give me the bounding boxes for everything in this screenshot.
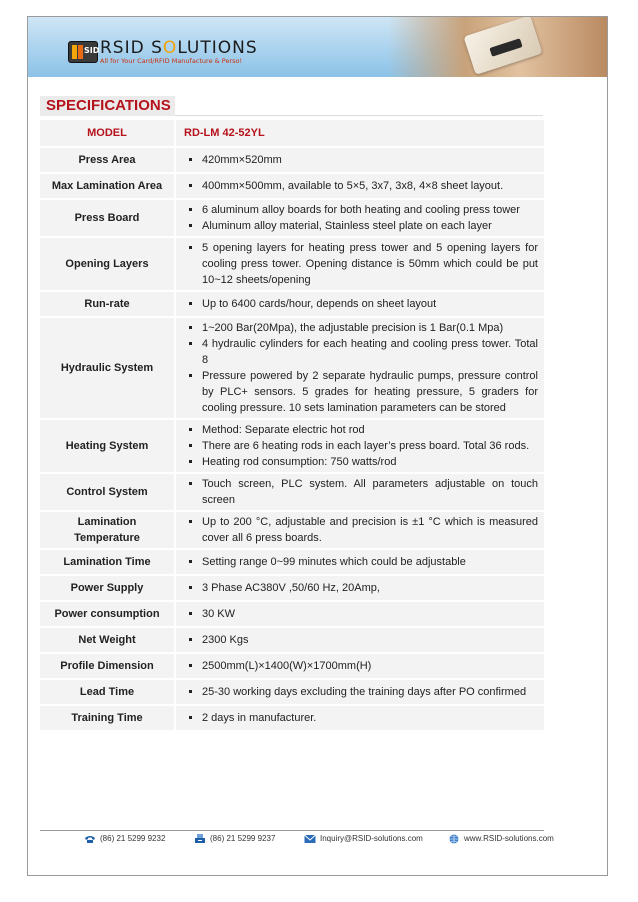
- row-value: [176, 474, 544, 510]
- row-label: Press Area: [40, 148, 176, 172]
- row-value: [176, 706, 544, 730]
- table-row: [40, 512, 544, 548]
- table-row: [40, 474, 544, 510]
- table-row: [40, 200, 544, 236]
- bullet-item: ▪ Touch screen, PLC system. All parameters adjustable on touch screen: [202, 476, 538, 508]
- table-row: [40, 148, 544, 172]
- bullet-item: ▪ 2300 Kgs: [202, 632, 538, 648]
- footer-email[interactable]: [304, 833, 423, 845]
- row-value: [176, 550, 544, 574]
- phone-icon: [84, 834, 96, 844]
- row-value: [176, 200, 544, 236]
- row-value: [176, 292, 544, 316]
- bullet-item: ▪ 2500mm(L)×1400(W)×1700mm(H): [202, 658, 538, 674]
- bullet-item: ▪ 420mm×520mm: [202, 152, 538, 168]
- row-label: Hydraulic System: [40, 318, 176, 418]
- title-rule: [175, 115, 543, 116]
- table-row: [40, 654, 544, 678]
- bullet-list: [182, 178, 538, 194]
- row-label: Lead Time: [40, 680, 176, 704]
- bullet-list: [182, 606, 538, 622]
- footer-phone: [84, 833, 165, 845]
- bullet-item: ▪ 1~200 Bar(20Mpa), the adjustable precision is 1 Bar(0.1 Mpa): [202, 320, 538, 336]
- row-value: [176, 238, 544, 290]
- fax-icon: [194, 834, 206, 844]
- bullet-item: ▪ There are 6 heating rods in each layer’s press board. Total 36 rods.: [202, 438, 538, 454]
- footer-fax-text: (86) 21 5299 9237: [210, 834, 276, 843]
- bullet-list: [182, 554, 538, 570]
- table-row: [40, 238, 544, 290]
- bullet-item: ▪ Heating rod consumption: 750 watts/rod: [202, 454, 538, 470]
- row-label: Training Time: [40, 706, 176, 730]
- brand-o: O: [162, 38, 178, 58]
- bullet-item: ▪ Setting range 0~99 minutes which could be adjustable: [202, 554, 538, 570]
- row-value: [176, 174, 544, 198]
- table-row: [40, 420, 544, 472]
- bullet-item: ▪ 25-30 working days excluding the training days after PO confirmed: [202, 684, 538, 700]
- bullet-list: [182, 710, 538, 726]
- brand-rest: LUTIONS: [177, 38, 258, 58]
- row-value: [176, 148, 544, 172]
- footer-rule: [40, 830, 544, 831]
- bullet-item: ▪ 5 opening layers for heating press tower and 5 opening layers for cooling press tower. Opening distance is 50mm which could be put 10~12 sheets/opening: [202, 240, 538, 288]
- bullet-item: ▪ 4 hydraulic cylinders for each heating and cooling press tower. Total 8: [202, 336, 538, 368]
- row-value: [176, 680, 544, 704]
- row-label: Net Weight: [40, 628, 176, 652]
- row-value: [176, 420, 544, 472]
- bullet-list: [182, 580, 538, 596]
- table-row: [40, 628, 544, 652]
- model-value: RD-LM 42-52YL: [176, 120, 544, 146]
- bullet-item: ▪ Method: Separate electric hot rod: [202, 422, 538, 438]
- row-value: [176, 602, 544, 626]
- footer: [40, 832, 554, 846]
- brand-s: S: [151, 38, 163, 58]
- row-label: Press Board: [40, 200, 176, 236]
- bullet-item: ▪ 3 Phase AC380V ,50/60 Hz, 20Amp,: [202, 580, 538, 596]
- row-value: [176, 318, 544, 418]
- bullet-list: [182, 422, 538, 470]
- table-row: [40, 174, 544, 198]
- row-label: Control System: [40, 474, 176, 510]
- model-label: MODEL: [40, 120, 176, 146]
- bullet-item: ▪ Up to 6400 cards/hour, depends on sheet layout: [202, 296, 538, 312]
- row-label: Lamination Temperature: [40, 512, 176, 548]
- bullet-item: ▪ 6 aluminum alloy boards for both heating and cooling press tower: [202, 202, 538, 218]
- bullet-list: [182, 632, 538, 648]
- bullet-item: ▪ Pressure powered by 2 separate hydraulic pumps, pressure control by PLC+ sensors. 5 grades for heating pressure, 5 graders for cooling pressure. 10 sets lamination parameters can be stored: [202, 368, 538, 416]
- row-label: Opening Layers: [40, 238, 176, 290]
- email-icon: [304, 834, 316, 844]
- company-logo-icon: [68, 41, 98, 63]
- footer-web-text[interactable]: www.RSID-solutions.com: [464, 834, 554, 843]
- row-label: Power Supply: [40, 576, 176, 600]
- bullet-item: ▪ 2 days in manufacturer.: [202, 710, 538, 726]
- bullet-item: ▪ 400mm×500mm, available to 5×5, 3x7, 3x8, 4×8 sheet layout.: [202, 178, 538, 194]
- footer-fax: [194, 833, 275, 845]
- table-row: [40, 318, 544, 418]
- row-label: Heating System: [40, 420, 176, 472]
- row-value: [176, 654, 544, 678]
- footer-email-text[interactable]: Inquiry@RSID-solutions.com: [320, 834, 423, 843]
- table-row: [40, 292, 544, 316]
- row-value: [176, 576, 544, 600]
- bullet-item: ▪ Aluminum alloy material, Stainless steel plate on each layer: [202, 218, 538, 234]
- header-banner: [28, 17, 607, 77]
- row-label: Power consumption: [40, 602, 176, 626]
- row-label: Lamination Time: [40, 550, 176, 574]
- row-label: Profile Dimension: [40, 654, 176, 678]
- row-label: Run-rate: [40, 292, 176, 316]
- footer-web[interactable]: [448, 833, 554, 845]
- row-label: Max Lamination Area: [40, 174, 176, 198]
- logo-mark-text: SID: [84, 46, 100, 55]
- bullet-list: [182, 152, 538, 168]
- row-value: [176, 628, 544, 652]
- brand-name: [100, 39, 258, 57]
- table-row: [40, 602, 544, 626]
- brand-tagline: All for Your Card/RFID Manufacture & Perso!: [100, 57, 243, 65]
- bullet-list: [182, 476, 538, 508]
- table-row: [40, 576, 544, 600]
- brand-prefix: RSID: [100, 38, 152, 58]
- bullet-item: ▪ Up to 200 °C, adjustable and precision is ±1 °C which is measured cover all 6 press boards.: [202, 514, 538, 546]
- bullet-list: [182, 658, 538, 674]
- bullet-list: [182, 202, 538, 234]
- row-value: [176, 512, 544, 548]
- table-row: [40, 550, 544, 574]
- spec-table: [40, 118, 544, 732]
- bullet-list: [182, 240, 538, 288]
- bullet-list: [182, 296, 538, 312]
- bullet-list: [182, 514, 538, 546]
- footer-phone-text: (86) 21 5299 9232: [100, 834, 166, 843]
- bullet-list: [182, 320, 538, 416]
- globe-icon: [448, 834, 460, 844]
- section-title: SPECIFICATIONS: [40, 96, 175, 116]
- table-header-row: [40, 120, 544, 146]
- bullet-item: ▪ 30 KW: [202, 606, 538, 622]
- bullet-list: [182, 684, 538, 700]
- table-row: [40, 680, 544, 704]
- table-row: [40, 706, 544, 730]
